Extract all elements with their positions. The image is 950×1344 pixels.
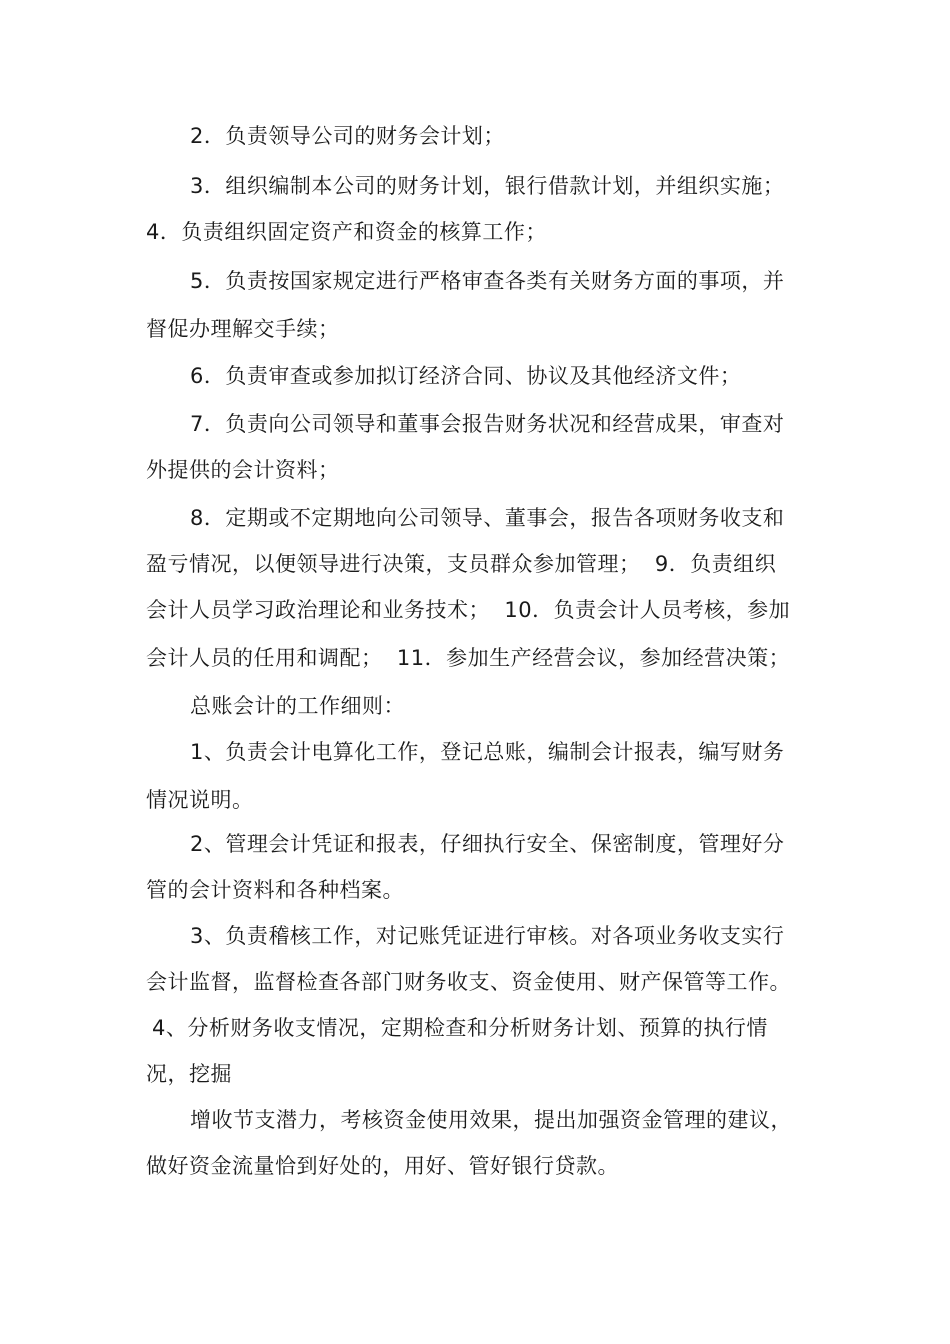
text-line: 2．负责领导公司的财务会计划； <box>190 124 505 148</box>
text-line: 盈亏情况，以便领导进行决策，支员群众参加管理； 9．负责组织 <box>146 552 777 576</box>
text-line: 做好资金流量恰到好处的，用好、管好银行贷款。 <box>146 1154 619 1178</box>
text-line: 会计人员的任用和调配； 11．参加生产经营会议，参加经营决策； <box>146 646 791 670</box>
text-line: 4．负责组织固定资产和资金的核算工作； <box>146 220 547 244</box>
text-line: 3、负责稽核工作，对记账凭证进行审核。对各项业务收支实行 <box>190 924 785 948</box>
text-line: 7．负责向公司领导和董事会报告财务状况和经营成果，审查对 <box>190 412 785 436</box>
text-line: 5．负责按国家规定进行严格审查各类有关财务方面的事项，并 <box>190 269 785 293</box>
text-line: 况，挖掘 <box>146 1062 232 1086</box>
text-line: 3．组织编制本公司的财务计划，银行借款计划，并组织实施； <box>190 174 785 198</box>
text-line: 6．负责审查或参加拟订经济合同、协议及其他经济文件； <box>190 364 742 388</box>
text-line: 4、分析财务收支情况，定期检查和分析财务计划、预算的执行情 <box>152 1016 768 1040</box>
text-line: 8．定期或不定期地向公司领导、董事会，报告各项财务收支和 <box>190 506 785 530</box>
text-line: 督促办理解交手续； <box>146 317 340 341</box>
text-line: 外提供的会计资料； <box>146 458 340 482</box>
text-line: 情况说明。 <box>146 788 254 812</box>
text-line: 会计人员学习政治理论和业务技术； 10．负责会计人员考核，参加 <box>146 598 791 622</box>
section-heading: 总账会计的工作细则： <box>190 694 405 718</box>
text-line: 增收节支潜力，考核资金使用效果，提出加强资金管理的建议， <box>190 1108 792 1132</box>
text-line: 2、管理会计凭证和报表，仔细执行安全、保密制度，管理好分 <box>190 832 785 856</box>
text-line: 1、负责会计电算化工作，登记总账，编制会计报表，编写财务 <box>190 740 785 764</box>
text-line: 管的会计资料和各种档案。 <box>146 878 404 902</box>
text-line: 会计监督，监督检查各部门财务收支、资金使用、财产保管等工作。 <box>146 970 791 994</box>
